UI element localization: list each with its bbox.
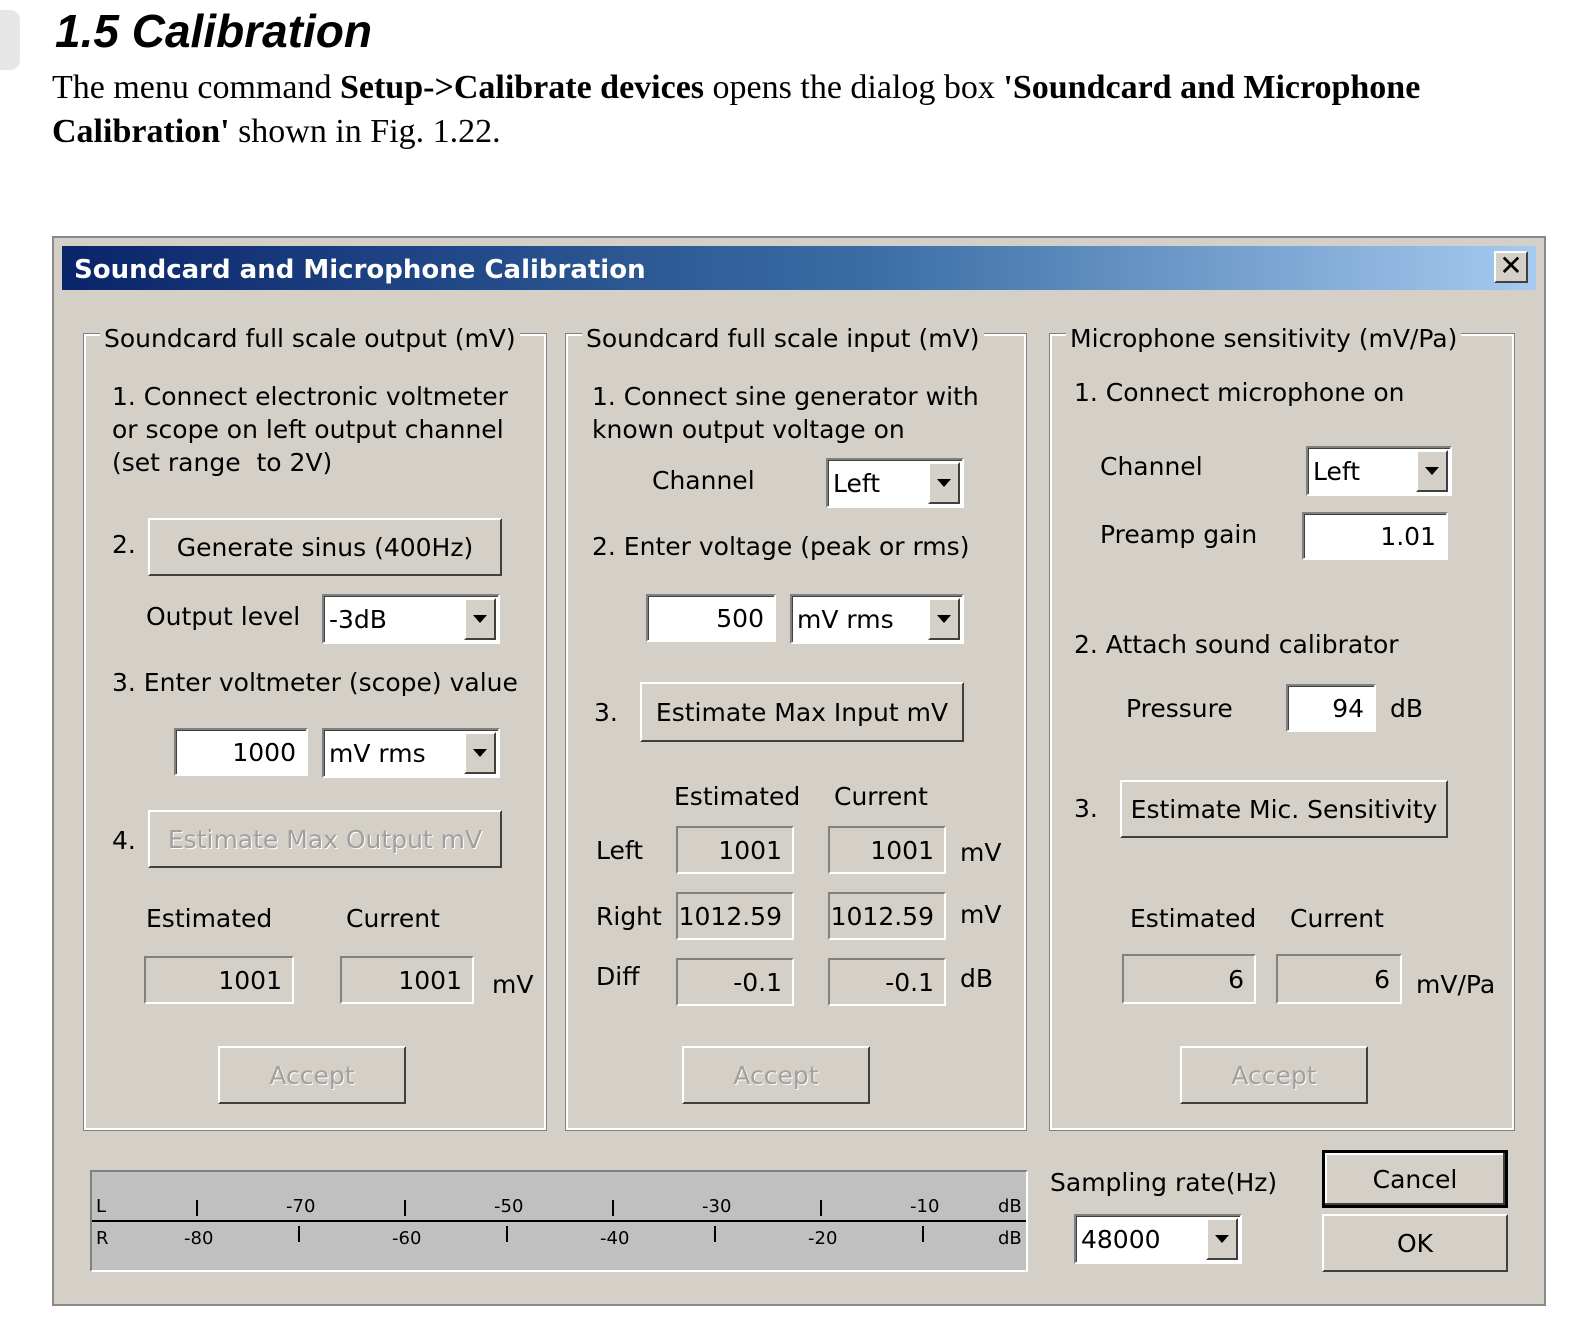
input-diff-current: -0.1 (828, 958, 946, 1006)
chevron-down-icon[interactable] (464, 732, 496, 774)
voltmeter-value-input[interactable]: 1000 (174, 728, 308, 776)
output-unit: mV (492, 970, 534, 999)
sampling-rate-label: Sampling rate(Hz) (1050, 1168, 1278, 1197)
input-accept-button[interactable]: Accept (682, 1046, 870, 1104)
output-step2-number: 2. (112, 530, 136, 559)
input-left-estimated: 1001 (676, 826, 794, 874)
para-text: opens the dialog box (704, 69, 1004, 106)
input-diff-estimated: -0.1 (676, 958, 794, 1006)
meter-tick (506, 1226, 508, 1242)
meter-tick (612, 1200, 614, 1216)
input-left-unit: mV (960, 838, 1002, 867)
input-channel-value: Left (833, 468, 881, 498)
voltmeter-unit-select[interactable] (322, 728, 500, 778)
intro-paragraph (52, 66, 1572, 154)
estimate-max-input-button[interactable]: Estimate Max Input mV (640, 682, 964, 742)
input-right-estimated: 1012.59 (676, 892, 794, 940)
para-text: The menu command (52, 69, 340, 106)
output-level-select[interactable] (322, 594, 500, 644)
menu-command: Setup->Calibrate devices (339, 69, 705, 106)
dialog-titlebar[interactable] (62, 246, 1536, 290)
mic-step1-text: 1. Connect microphone on (1074, 378, 1405, 407)
mic-current-value: 6 (1276, 954, 1402, 1004)
input-channel-select[interactable] (826, 458, 964, 508)
meter-top-label: -70 (286, 1196, 316, 1217)
input-group-legend: Soundcard full scale input (mV) (582, 324, 984, 353)
pressure-input[interactable]: 94 (1286, 684, 1376, 732)
input-step2-text: 2. Enter voltage (peak or rms) (592, 532, 970, 561)
input-row-label-left: Left (596, 836, 644, 865)
chevron-down-icon[interactable] (928, 598, 960, 640)
page-edge-tab (0, 10, 20, 70)
meter-bottom-label: -60 (392, 1228, 422, 1249)
mic-step3-number: 3. (1074, 794, 1098, 823)
input-voltage-input[interactable]: 500 (646, 594, 776, 642)
meter-top-label: -50 (494, 1196, 524, 1217)
meter-right-channel: R (96, 1228, 109, 1249)
input-step3-number: 3. (594, 698, 618, 727)
meter-bottom-label: -40 (600, 1228, 630, 1249)
output-accept-button[interactable]: Accept (218, 1046, 406, 1104)
input-row-label-right: Right (596, 902, 662, 931)
preamp-gain-input[interactable]: 1.01 (1302, 512, 1448, 560)
input-channel-label: Channel (652, 466, 755, 495)
meter-unit-bottom: dB (998, 1228, 1022, 1249)
meter-tick (196, 1200, 198, 1216)
output-step4-number: 4. (112, 826, 136, 855)
input-diff-unit: dB (960, 964, 994, 993)
meter-bottom-label: -20 (808, 1228, 838, 1249)
chevron-down-icon[interactable] (1416, 450, 1448, 492)
mic-estimated-value: 6 (1122, 954, 1256, 1004)
dialog-title: Soundcard and Microphone Calibration (74, 255, 646, 285)
close-icon: ✕ (1499, 249, 1523, 282)
meter-tick (714, 1226, 716, 1242)
meter-tick (820, 1200, 822, 1216)
section-title: 1.5 Calibration (55, 5, 372, 57)
mic-step2-text: 2. Attach sound calibrator (1074, 630, 1399, 659)
pressure-unit: dB (1390, 694, 1424, 723)
dialog-name: 'Soundcard and Microphone Calibration' (52, 69, 1421, 150)
mic-current-label: Current (1290, 904, 1384, 933)
mic-channel-label: Channel (1100, 452, 1203, 481)
preamp-gain-label: Preamp gain (1100, 520, 1258, 549)
output-current-label: Current (346, 904, 440, 933)
para-text: shown in Fig. 1.22. (229, 113, 501, 150)
input-current-label: Current (834, 782, 928, 811)
chevron-down-icon[interactable] (1206, 1218, 1238, 1260)
meter-top-label: -10 (910, 1196, 940, 1217)
mic-group-legend: Microphone sensitivity (mV/Pa) (1066, 324, 1461, 353)
meter-tick (922, 1226, 924, 1242)
sampling-rate-select[interactable] (1074, 1214, 1242, 1264)
meter-unit-top: dB (998, 1196, 1022, 1217)
meter-tick (298, 1226, 300, 1242)
estimate-max-output-button[interactable]: Estimate Max Output mV (148, 810, 502, 868)
estimate-mic-sensitivity-button[interactable]: Estimate Mic. Sensitivity (1120, 780, 1448, 838)
meter-tick (404, 1200, 406, 1216)
output-group-legend: Soundcard full scale output (mV) (100, 324, 520, 353)
ok-button[interactable]: OK (1322, 1214, 1508, 1272)
output-level-value: -3dB (329, 604, 387, 634)
output-estimated-value: 1001 (144, 956, 294, 1004)
calibration-dialog (52, 236, 1546, 1306)
output-step1-text: 1. Connect electronic voltmeter or scope on left output channel (set range to 2V) (112, 382, 508, 477)
voltmeter-unit-value: mV rms (329, 738, 426, 768)
output-estimated-label: Estimated (146, 904, 273, 933)
input-right-unit: mV (960, 900, 1002, 929)
input-voltage-unit-value: mV rms (797, 604, 894, 634)
input-estimated-label: Estimated (674, 782, 801, 811)
meter-divider (92, 1220, 1026, 1222)
output-level-label: Output level (146, 602, 301, 631)
output-step3-text: 3. Enter voltmeter (scope) value (112, 668, 518, 697)
meter-bottom-label: -80 (184, 1228, 214, 1249)
mic-estimated-label: Estimated (1130, 904, 1257, 933)
chevron-down-icon[interactable] (464, 598, 496, 640)
input-step1-text: 1. Connect sine generator with known output voltage on (592, 382, 979, 444)
pressure-label: Pressure (1126, 694, 1233, 723)
input-right-current: 1012.59 (828, 892, 946, 940)
mic-channel-select[interactable] (1306, 446, 1452, 496)
mic-unit: mV/Pa (1416, 970, 1496, 999)
generate-sinus-button[interactable]: Generate sinus (400Hz) (148, 518, 502, 576)
sampling-rate-value: 48000 (1081, 1224, 1161, 1254)
level-meter (90, 1170, 1028, 1272)
mic-accept-button[interactable]: Accept (1180, 1046, 1368, 1104)
input-row-label-diff: Diff (596, 962, 640, 991)
cancel-button[interactable]: Cancel (1322, 1150, 1508, 1208)
mic-channel-value: Left (1313, 456, 1361, 486)
chevron-down-icon[interactable] (928, 462, 960, 504)
input-voltage-unit-select[interactable] (790, 594, 964, 644)
input-left-current: 1001 (828, 826, 946, 874)
meter-top-label: -30 (702, 1196, 732, 1217)
output-current-value: 1001 (340, 956, 474, 1004)
close-button[interactable] (1494, 251, 1528, 283)
meter-left-channel: L (96, 1196, 107, 1217)
